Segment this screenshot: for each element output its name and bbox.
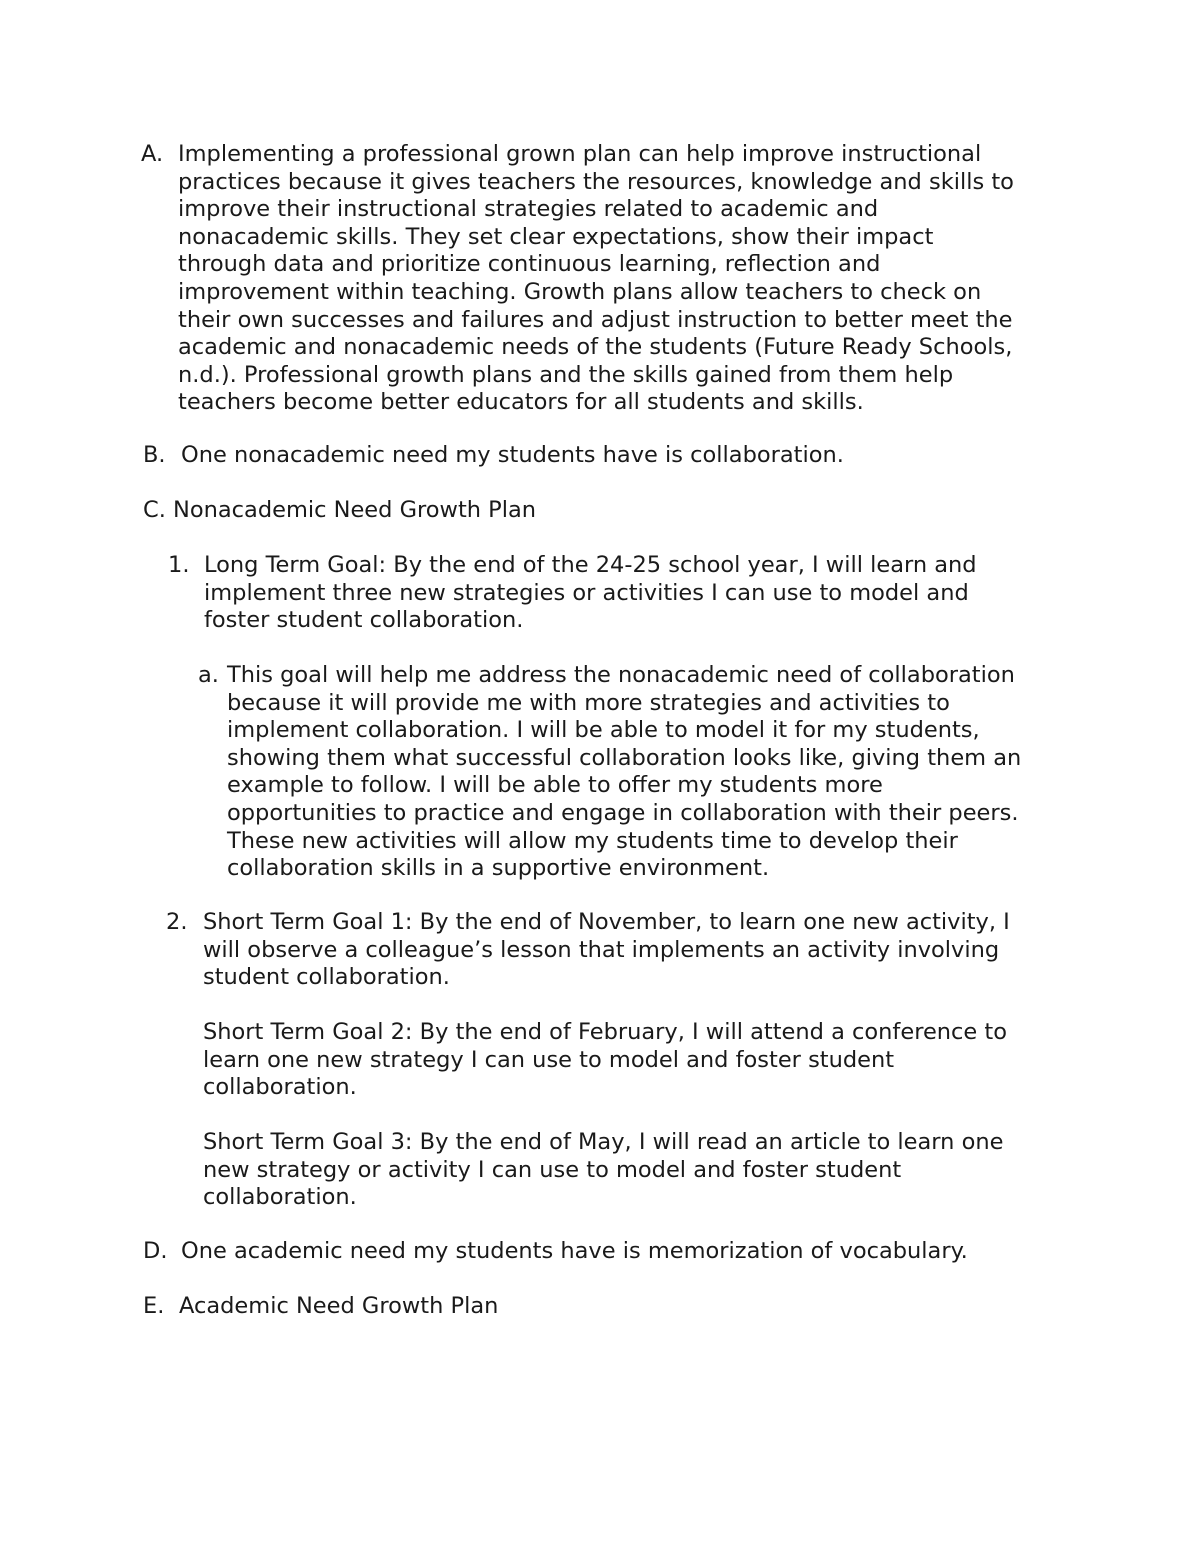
section-b (143, 442, 844, 470)
section-d-text: One academic need my students have is memorization of vocabulary. (181, 1238, 968, 1264)
section-e (143, 1293, 499, 1321)
rationale-text: This goal will help me address the nonacademic need of collaboration because it will provide me with more strategies and activities to implement collaboration. I will be able to model it for my students, showing them what successful collaboration looks like, giving them an example to follow. I will be able to offer my students more opportunities to practice and engage in collaboration with their peers. These new activities will allow my students time to develop their collaboration skills in a supportive environment. (227, 662, 1022, 882)
section-c-heading-text: C. Nonacademic Need Growth Plan (143, 497, 537, 523)
section-b-text: One nonacademic need my students have is collaboration. (181, 442, 844, 468)
rationale-marker: a. (198, 662, 219, 688)
section-d (143, 1238, 968, 1266)
short-term-goal-2 (203, 1019, 1007, 1102)
short-term-goals-item (166, 909, 1010, 992)
section-a-marker: A. (141, 141, 164, 167)
section-e-text: Academic Need Growth Plan (179, 1293, 499, 1319)
short-term-goals-marker: 2. (166, 909, 188, 935)
section-c-heading (143, 497, 536, 525)
short-term-goal-3-text: Short Term Goal 3: By the end of May, I will read an article to learn one new strategy or activity I can use to model and foster student collaboration. (203, 1129, 1004, 1211)
section-a-text: Implementing a professional grown plan can help improve instructional practices because it gives teachers the resources, knowledge and skills to improve their instructional strategies related to academic and nonacademic skills. They set clear expectations, show their impact through data and prioritize continuous learning, reflection and improvement within teaching. Growth plans allow teachers to check on their own successes and failures and adjust instruction to better meet the academic and nonacademic needs of the students (Future Ready Schools, n.d.). Professional growth plans and the skills gained from them help teachers become better educators for all students and skills. (178, 141, 1014, 416)
section-a (141, 141, 1014, 417)
long-term-goal-text: Long Term Goal: By the end of the 24-25 school year, I will learn and implement three new strategies or activities I can use to model and foster student collaboration. (204, 552, 977, 634)
short-term-goal-1-text: Short Term Goal 1: By the end of November, to learn one new activity, I will observe a colleague’s lesson that implements an activity involving student collaboration. (203, 909, 1010, 991)
section-d-marker: D. (143, 1238, 168, 1264)
section-b-marker: B. (143, 442, 166, 468)
long-term-goal-item (168, 552, 977, 635)
section-e-marker: E. (143, 1293, 165, 1319)
short-term-goal-3 (203, 1129, 1003, 1212)
long-term-goal-marker: 1. (168, 552, 190, 578)
long-term-goal-rationale (198, 662, 1022, 883)
short-term-goal-2-text: Short Term Goal 2: By the end of February, I will attend a conference to learn one new strategy I can use to model and foster student collaboration. (203, 1019, 1008, 1101)
